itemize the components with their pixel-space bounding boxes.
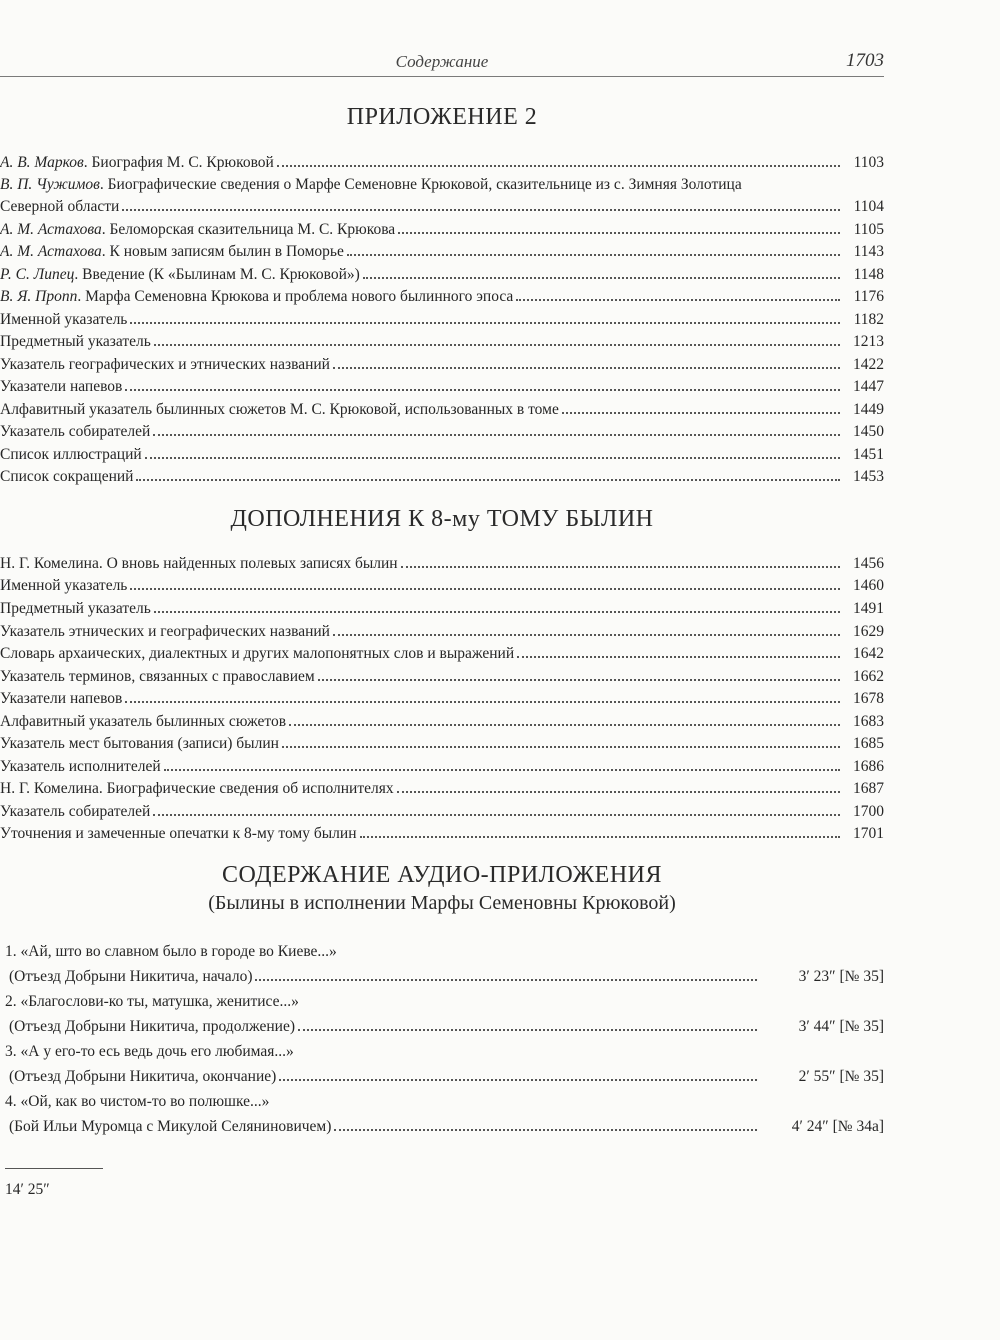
total-duration: 14′ 25″ — [5, 1181, 50, 1198]
toc-entry-title: . Беломорская сказительница М. С. Крюкова — [101, 220, 396, 238]
toc-entry — [0, 420, 884, 443]
toc-entry-title: . Биография М. С. Крюковой — [83, 153, 274, 171]
toc-entry — [0, 285, 884, 308]
toc-entry-title: . Марфа Семеновна Крюкова и проблема нового былинного эпоса — [77, 288, 514, 306]
toc-page: 1662 — [853, 667, 884, 685]
toc-page: 1683 — [853, 712, 884, 730]
toc-entry — [0, 777, 884, 800]
section-title-supplements: ДОПОЛНЕНИЯ К 8-му ТОМУ БЫЛИН — [230, 506, 654, 532]
dot-leader — [517, 642, 840, 658]
dot-leader — [289, 710, 840, 726]
toc-entry — [0, 575, 884, 598]
dot-leader — [130, 575, 840, 591]
toc-entry — [0, 597, 884, 620]
dot-leader — [153, 800, 840, 816]
toc-author: В. П. Чужимов — [0, 175, 100, 193]
dot-leader — [516, 285, 840, 301]
running-header — [0, 50, 884, 77]
toc-page: 1148 — [853, 265, 884, 283]
toc-entry — [0, 687, 884, 710]
toc-entry — [0, 620, 884, 643]
track-duration: 4′ 24″ [№ 34а] — [791, 1118, 884, 1135]
toc-author: А. М. Астахова — [0, 243, 102, 261]
toc-entry — [0, 375, 884, 398]
toc-entry — [0, 174, 884, 218]
dot-leader — [398, 218, 840, 234]
dot-leader — [136, 466, 840, 482]
toc-entry — [0, 710, 884, 733]
toc-page: 1453 — [853, 468, 884, 486]
toc-entry-title: Список иллюстраций — [0, 445, 142, 463]
toc-entry-title: Указатель географических и этнических названий — [0, 355, 330, 373]
toc-entry-title: Предметный указатель — [0, 600, 151, 617]
track-duration: 2′ 55″ [№ 35] — [798, 1068, 884, 1085]
toc-entry — [0, 398, 884, 421]
toc-entry-title: Н. Г. Комелина. О вновь найденных полевых записях былин — [0, 554, 398, 572]
dot-leader — [279, 1065, 757, 1081]
toc-page: 1460 — [853, 577, 884, 595]
toc-page: 1422 — [853, 355, 884, 373]
toc-entry — [0, 552, 884, 575]
dot-leader — [154, 597, 840, 613]
toc-entry-title: Указатели напевов — [0, 378, 123, 396]
toc-entry-title: . К новым записям былин в Поморье — [101, 243, 344, 261]
audio-track — [5, 940, 884, 990]
toc-entry — [0, 822, 884, 845]
toc-entry-title: Словарь архаических, диалектных и других малопонятных слов и выражений — [0, 645, 515, 663]
track-incipit: 2. «Благослови-ко ты, матушка, женитисе...» — [5, 993, 299, 1010]
track-subtitle: (Отъезд Добрыни Никитича, начало) — [9, 968, 253, 985]
dot-leader — [360, 822, 841, 838]
toc-entry — [0, 443, 884, 466]
track-subtitle: (Бой Ильи Муромца с Микулой Селяниновичем) — [9, 1118, 332, 1135]
dot-leader — [145, 443, 840, 459]
toc-entry-title: . Биографические сведения о Марфе Семеновне Крюковой, сказительнице из с. Зимняя Золотица — [99, 175, 742, 193]
toc-entry — [0, 466, 884, 489]
toc-supplements — [0, 552, 884, 845]
dot-leader — [318, 665, 840, 681]
dot-leader — [334, 1115, 757, 1131]
toc-entry-title: Н. Г. Комелина. Биографические сведения об исполнителях — [0, 780, 394, 798]
section-title-audio: СОДЕРЖАНИЕ АУДИО-ПРИЛОЖЕНИЯ — [221, 862, 662, 888]
dot-leader — [282, 732, 840, 748]
track-subtitle: (Отъезд Добрыни Никитича, продолжение) — [9, 1018, 295, 1035]
toc-page: 1451 — [853, 445, 884, 463]
toc-entry-title: Именной указатель — [0, 577, 128, 595]
dot-leader — [347, 240, 840, 256]
dot-leader — [397, 777, 840, 793]
dot-leader — [562, 398, 840, 414]
toc-page: 1104 — [853, 198, 884, 216]
toc-entry — [0, 240, 884, 263]
track-incipit: 4. «Ой, как во чистом-то во полюшке...» — [5, 1093, 270, 1110]
toc-page: 1678 — [853, 690, 884, 708]
toc-page: 1105 — [853, 220, 884, 238]
toc-entry-title: Указатель этнических и географических названий — [0, 622, 330, 640]
toc-entry-title: Список сокращений — [0, 468, 134, 486]
dot-leader — [154, 330, 840, 346]
toc-entry-title: Указатели напевов — [0, 690, 123, 708]
toc-entry — [0, 330, 884, 353]
toc-page: 1686 — [853, 757, 884, 775]
toc-entry-title: . Введение (К «Былинам М. С. Крюковой») — [74, 265, 360, 283]
toc-entry-title: Указатель собирателей — [0, 802, 151, 820]
dot-leader — [153, 420, 840, 436]
track-incipit: 3. «А у его-то есь ведь дочь его любимая...» — [5, 1043, 294, 1060]
toc-page: 1449 — [853, 400, 884, 418]
toc-entry — [0, 665, 884, 688]
toc-page: 1685 — [853, 735, 884, 753]
audio-track — [5, 1090, 884, 1140]
toc-entry-title: Уточнения и замеченные опечатки к 8-му тому былин — [0, 825, 357, 843]
dot-leader — [298, 1015, 757, 1031]
toc-appendix-2 — [0, 151, 884, 488]
track-duration: 3′ 44″ [№ 35] — [798, 1018, 884, 1035]
toc-entry — [0, 800, 884, 823]
toc-entry-title: Алфавитный указатель былинных сюжетов М. С. Крюковой, использованных в томе — [0, 400, 559, 418]
toc-page: 1176 — [853, 288, 884, 306]
toc-entry — [0, 218, 884, 241]
track-subtitle: (Отъезд Добрыни Никитича, окончание) — [9, 1068, 277, 1085]
toc-page: 1700 — [853, 802, 884, 820]
toc-author: В. Я. Пропп — [0, 288, 78, 306]
toc-entry-title: Алфавитный указатель былинных сюжетов — [0, 712, 287, 730]
page-number: 1703 — [846, 50, 884, 71]
audio-track — [5, 990, 884, 1040]
toc-entry-title-continued: Северной области — [0, 198, 120, 216]
track-incipit: 1. «Ай, што во славном было в городе во Киеве...» — [5, 943, 337, 960]
dot-leader — [130, 308, 840, 324]
toc-entry-title: Указатель собирателей — [0, 423, 151, 441]
toc-page: 1182 — [853, 310, 884, 328]
toc-page: 1642 — [853, 645, 884, 663]
dot-leader — [125, 375, 840, 391]
toc-entry-title: Указатель исполнителей — [0, 757, 161, 775]
section-title-appendix-2: ПРИЛОЖЕНИЕ 2 — [346, 104, 538, 130]
total-divider — [5, 1168, 103, 1169]
dot-leader — [255, 965, 757, 981]
audio-track — [5, 1040, 884, 1090]
toc-page: 1687 — [853, 780, 884, 798]
toc-entry — [0, 755, 884, 778]
section-subtitle-audio: (Былины в исполнении Марфы Семеновны Крюковой) — [208, 892, 676, 914]
toc-page: 1701 — [853, 825, 884, 843]
dot-leader — [401, 552, 840, 568]
toc-page: 1447 — [853, 378, 884, 396]
dot-leader — [277, 151, 840, 167]
toc-entry — [0, 308, 884, 331]
dot-leader — [122, 195, 840, 211]
toc-entry-title: Указатель терминов, связанных с православием — [0, 667, 315, 685]
toc-author: А. М. Астахова — [0, 220, 102, 238]
toc-page: 1629 — [853, 622, 884, 640]
toc-entry — [0, 263, 884, 286]
running-title: Содержание — [395, 52, 489, 71]
toc-page: 1491 — [853, 600, 884, 617]
toc-page: 1450 — [853, 423, 884, 441]
dot-leader — [333, 353, 840, 369]
toc-entry — [0, 353, 884, 376]
toc-entry — [0, 151, 884, 174]
toc-page: 1103 — [853, 153, 884, 171]
toc-page: 1143 — [853, 243, 884, 261]
toc-page: 1213 — [853, 333, 884, 351]
toc-entry — [0, 642, 884, 665]
toc-page: 1456 — [853, 554, 884, 572]
dot-leader — [164, 755, 840, 771]
toc-author: А. В. Марков — [0, 153, 84, 171]
dot-leader — [125, 687, 840, 703]
audio-track-list — [5, 940, 884, 1140]
toc-entry-title: Именной указатель — [0, 310, 128, 328]
toc-entry — [0, 732, 884, 755]
dot-leader — [363, 263, 840, 279]
track-duration: 3′ 23″ [№ 35] — [798, 968, 884, 985]
toc-entry-title: Указатель мест бытования (записи) былин — [0, 735, 279, 753]
toc-entry-title: Предметный указатель — [0, 333, 151, 351]
toc-author: Р. С. Липец — [0, 265, 75, 283]
dot-leader — [333, 620, 840, 636]
